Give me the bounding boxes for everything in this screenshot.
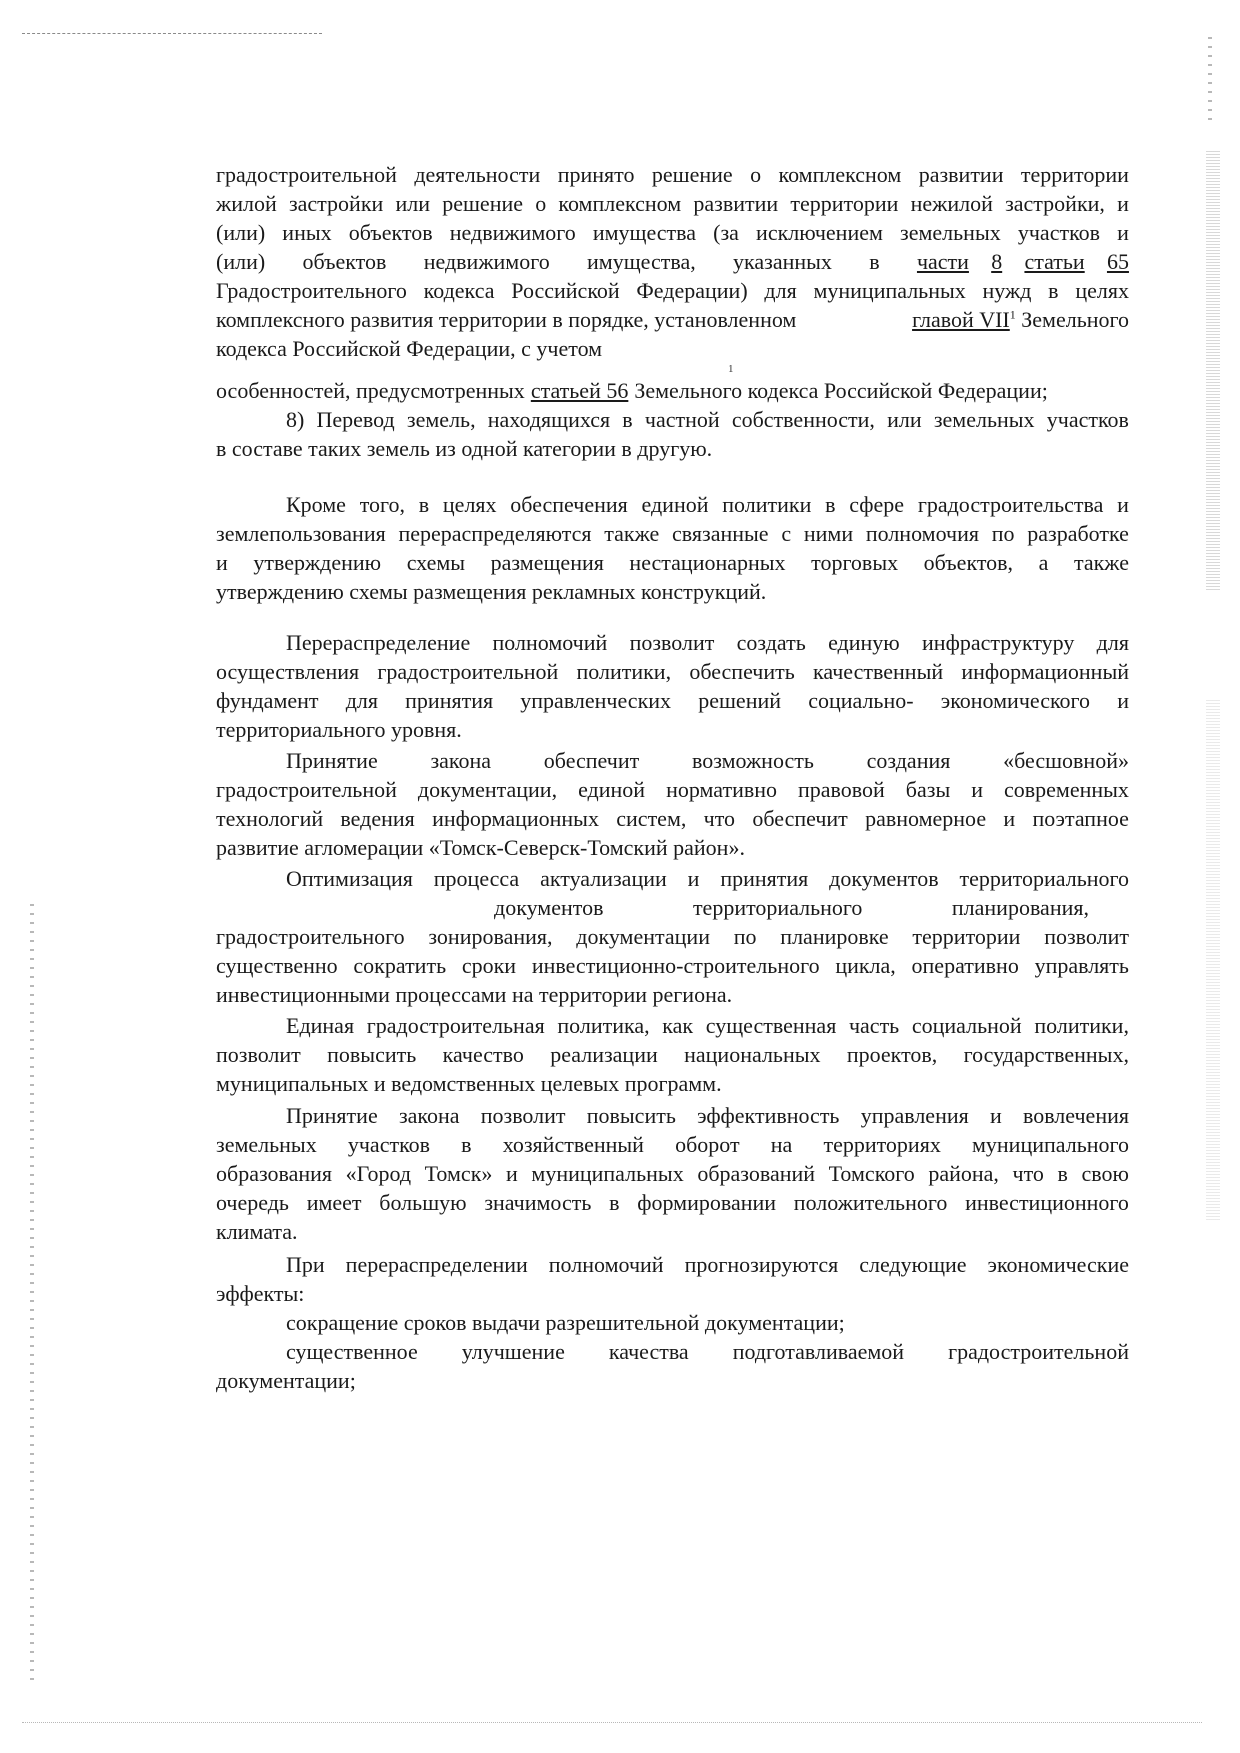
- text-block-2: [216, 376, 1129, 463]
- word: и: [1117, 688, 1129, 713]
- word: имущества: [592, 220, 697, 245]
- word: При: [286, 1252, 325, 1277]
- word: государственных,: [963, 1042, 1129, 1067]
- word: и: [971, 777, 983, 802]
- word: (или): [216, 249, 266, 274]
- word: землепользования: [216, 521, 386, 546]
- list-item: [216, 1337, 1129, 1366]
- word: Принятие: [286, 1103, 378, 1128]
- word: нужд: [982, 278, 1032, 303]
- word: иных: [282, 220, 332, 245]
- word: Перераспределение: [286, 630, 471, 655]
- word: Федерации): [636, 278, 748, 303]
- word: 65: [1106, 249, 1129, 274]
- word: процесса: [433, 866, 520, 891]
- word: что: [1012, 1161, 1044, 1186]
- word: политика,: [557, 1013, 650, 1038]
- text-line: [216, 1250, 1129, 1279]
- word: 8: [991, 249, 1003, 274]
- paragraph-6: [216, 1101, 1129, 1246]
- text-line: [216, 548, 1129, 577]
- text-line-part: Земельного: [1021, 307, 1129, 332]
- word: решение: [442, 191, 523, 216]
- word: обеспечит: [543, 748, 640, 773]
- word: недвижимого: [423, 249, 550, 274]
- word: в: [825, 492, 836, 517]
- scan-artifact-top-line: [22, 33, 322, 34]
- text-line-part: [912, 305, 1129, 334]
- word: формировании: [637, 1190, 777, 1215]
- paragraph-5: [216, 1011, 1129, 1098]
- word: в: [1057, 1161, 1068, 1186]
- word: социальной: [911, 1013, 1022, 1038]
- text-line-part: Земельного кодекса Российской Федерации;: [634, 378, 1048, 403]
- word: Кроме: [286, 492, 346, 517]
- word: следующие: [859, 1252, 967, 1277]
- text-line-part: эффекты:: [216, 1281, 305, 1306]
- word: сфере: [849, 492, 905, 517]
- word: полномочий: [492, 630, 608, 655]
- text-line-part: утверждению схемы размещения рекламных конструкций.: [216, 579, 767, 604]
- word: о: [535, 191, 547, 216]
- word: создать: [736, 630, 806, 655]
- word: ведения: [340, 806, 415, 831]
- word: информационных: [432, 806, 599, 831]
- word: и: [1003, 806, 1016, 831]
- word: связанные: [672, 521, 769, 546]
- text-line: [216, 405, 1129, 434]
- text-line-with-link: [216, 247, 1129, 276]
- word: поэтапное: [1032, 806, 1129, 831]
- word: образований: [697, 1161, 816, 1186]
- word: деятельности: [414, 162, 541, 187]
- text-line: [216, 1130, 1129, 1159]
- word: также: [1073, 550, 1129, 575]
- word: территориального: [692, 895, 863, 920]
- word: актуализации: [540, 866, 667, 891]
- word: в: [418, 492, 430, 517]
- word: решений: [698, 688, 782, 713]
- text-line: [216, 1069, 1129, 1098]
- word: технологий: [216, 806, 324, 831]
- word: повысить: [586, 1103, 676, 1128]
- text-line: [216, 519, 1129, 548]
- word: принятия: [720, 866, 809, 891]
- text-line: [216, 434, 1129, 463]
- text-line-part: комплексного развития территории в порядке, установленном: [216, 307, 797, 332]
- word: существенная: [705, 1013, 837, 1038]
- word: инвестиционно-строительного: [531, 953, 820, 978]
- word: утверждению: [253, 550, 382, 575]
- text-line: [216, 334, 1129, 363]
- word: а: [1038, 550, 1049, 575]
- word: существенно: [216, 953, 338, 978]
- word: территории: [912, 924, 1021, 949]
- article-reference-link[interactable]: [917, 247, 1129, 276]
- word: и: [506, 1161, 518, 1186]
- word: проектов,: [846, 1042, 938, 1067]
- text-line: [216, 775, 1129, 804]
- scan-artifact-bottom-line: [22, 1722, 1202, 1723]
- paragraph-4: [216, 864, 1129, 1009]
- text-line: [216, 804, 1129, 833]
- word: в: [1048, 278, 1059, 303]
- word: сократить: [353, 953, 447, 978]
- word: равномерное: [865, 806, 987, 831]
- word: градостроительной: [377, 659, 559, 684]
- superscript: 1: [1009, 307, 1016, 322]
- word: единой: [578, 777, 646, 802]
- word: ними: [803, 521, 854, 546]
- paragraph-7: [216, 1250, 1129, 1395]
- text-line-part: развитие агломерации «Томск-Северск-Томский район».: [216, 835, 745, 860]
- word: значимость: [484, 1190, 592, 1215]
- word: правовой: [798, 777, 885, 802]
- article-link[interactable]: статьей 56: [530, 378, 629, 403]
- word: и: [216, 550, 228, 575]
- text-line: [216, 1040, 1129, 1069]
- word: управлять: [1034, 953, 1129, 978]
- word: (или): [216, 220, 266, 245]
- word: принятия: [405, 688, 494, 713]
- word: полномочий: [548, 1252, 664, 1277]
- word: с: [781, 521, 792, 546]
- word: решение: [651, 162, 733, 187]
- word: или: [887, 407, 922, 432]
- text-line-part: сокращение сроков выдачи разрешительной документации;: [286, 1310, 845, 1335]
- word: застройки: [288, 191, 384, 216]
- word: земельных: [933, 407, 1035, 432]
- word: муниципального: [971, 1132, 1129, 1157]
- word: комплексном: [778, 162, 902, 187]
- word: обеспечит: [752, 806, 848, 831]
- word: территориях: [823, 1132, 941, 1157]
- word: также: [604, 521, 660, 546]
- word: статьи: [1024, 249, 1085, 274]
- word: в: [609, 1190, 620, 1215]
- word: управления: [860, 1103, 969, 1128]
- list-item: [216, 1308, 1129, 1337]
- word: района,: [928, 1161, 999, 1186]
- word: застройки,: [1005, 191, 1105, 216]
- word: как: [662, 1013, 694, 1038]
- word: 8): [286, 407, 305, 432]
- word: инфраструктуру: [922, 630, 1075, 655]
- word: Принятие: [286, 748, 378, 773]
- word: современных: [1003, 777, 1129, 802]
- word: «бесшовной»: [1003, 748, 1129, 773]
- word: размещения: [490, 550, 604, 575]
- word: образования: [216, 1161, 333, 1186]
- word: информационный: [961, 659, 1129, 684]
- word: развитии: [918, 162, 1004, 187]
- word: и: [1117, 191, 1129, 216]
- word: перераспределяются: [398, 521, 592, 546]
- text-line: [216, 1101, 1129, 1130]
- word: земельных: [216, 1132, 317, 1157]
- word: для: [764, 278, 797, 303]
- word: существенное: [286, 1339, 418, 1364]
- word: муниципальных: [531, 1161, 684, 1186]
- text-line: [216, 276, 1129, 305]
- word: документов: [829, 866, 939, 891]
- word: и: [989, 1103, 1002, 1128]
- word: сроки: [461, 953, 517, 978]
- word: Российской: [511, 278, 620, 303]
- word: политики,: [576, 659, 672, 684]
- text-line: [216, 1011, 1129, 1040]
- text-line: [216, 218, 1129, 247]
- word: политики: [722, 492, 812, 517]
- word: Единая: [286, 1013, 355, 1038]
- word: в: [622, 407, 633, 432]
- word: целях: [1075, 278, 1129, 303]
- word: фундамент: [216, 688, 319, 713]
- text-line: [216, 160, 1129, 189]
- word: позволит: [1044, 924, 1129, 949]
- paragraph-1: [216, 490, 1129, 606]
- word: схемы: [406, 550, 466, 575]
- word: закона: [430, 748, 492, 773]
- word: принято: [557, 162, 635, 187]
- word: социально-: [808, 688, 914, 713]
- word: разработке: [1027, 521, 1129, 546]
- word: полномочия: [865, 521, 979, 546]
- word: градостроительной: [948, 1339, 1129, 1364]
- word: имеет: [306, 1190, 362, 1215]
- chapter-link[interactable]: главой VII: [912, 307, 1010, 332]
- word: нежилой: [910, 191, 993, 216]
- text-line-part: климата.: [216, 1219, 298, 1244]
- word: хозяйственный: [502, 1132, 644, 1157]
- word: частной: [644, 407, 720, 432]
- word: (за: [713, 220, 739, 245]
- text-line: [216, 980, 1129, 1009]
- word: планировке: [780, 924, 889, 949]
- text-line-part: муниципальных и ведомственных целевых программ.: [216, 1071, 722, 1096]
- word: «Город: [345, 1161, 412, 1186]
- word: территориального: [959, 866, 1129, 891]
- word: по: [991, 521, 1015, 546]
- word: осуществления: [216, 659, 360, 684]
- word: повысить: [327, 1042, 417, 1067]
- word: части: [916, 249, 969, 274]
- word: градостроительной: [216, 777, 397, 802]
- word: возможность: [691, 748, 814, 773]
- word: эффективность: [697, 1103, 840, 1128]
- text-line: [216, 1217, 1129, 1246]
- word: и: [687, 866, 700, 891]
- word: Томского: [828, 1161, 915, 1186]
- word: позволит: [216, 1042, 301, 1067]
- text-line: [216, 833, 1129, 862]
- word: находящихся: [487, 407, 611, 432]
- word: создания: [866, 748, 951, 773]
- word: для: [345, 688, 378, 713]
- word: документации: [576, 924, 710, 949]
- word: Томск»: [424, 1161, 493, 1186]
- word: зонирования,: [428, 924, 553, 949]
- word: территории: [1020, 162, 1129, 187]
- word: оперативно: [911, 953, 1019, 978]
- word: управленческих: [520, 688, 672, 713]
- paragraph-2: [216, 628, 1129, 744]
- word: свою: [1081, 1161, 1129, 1186]
- word: Градостроительного: [216, 278, 407, 303]
- text-line-part: особенностей, предусмотренных: [216, 378, 525, 403]
- word: экономического: [940, 688, 1091, 713]
- text-line: [216, 1188, 1129, 1217]
- text-line-part: в составе таких земель из одной категории в другую.: [216, 436, 713, 461]
- word: закона: [398, 1103, 460, 1128]
- word: качества: [608, 1339, 689, 1364]
- text-line: [216, 746, 1129, 775]
- word: базы: [905, 777, 951, 802]
- word: позволит: [480, 1103, 566, 1128]
- word: исключением: [756, 220, 883, 245]
- word: в: [461, 1132, 472, 1157]
- word: имущества,: [587, 249, 696, 274]
- word: инвестиционного: [965, 1190, 1129, 1215]
- word: Перевод: [316, 407, 395, 432]
- text-line-part: инвестиционными процессами на территории региона.: [216, 982, 733, 1007]
- text-line: [216, 628, 1129, 657]
- word: торговых: [811, 550, 899, 575]
- word: объектов: [348, 220, 433, 245]
- word: единой: [641, 492, 709, 517]
- word: земель,: [406, 407, 476, 432]
- word: планирования,: [951, 895, 1089, 920]
- word: оборот: [675, 1132, 740, 1157]
- word: участков: [1017, 220, 1101, 245]
- word: в: [869, 249, 880, 274]
- word: по: [733, 924, 757, 949]
- text-block-1: [216, 160, 1129, 363]
- word: градостроительная: [366, 1013, 545, 1038]
- word: очередь: [216, 1190, 289, 1215]
- word: прогнозируются: [684, 1252, 839, 1277]
- word: на: [770, 1132, 793, 1157]
- word: участков: [1046, 407, 1129, 432]
- paragraph-3: [216, 746, 1129, 862]
- scan-artifact-right-dots: [1208, 30, 1212, 120]
- word: обеспечения: [510, 492, 628, 517]
- text-line-part: кодекса Российской Федерации, с учетом: [216, 336, 603, 361]
- word: объектов: [302, 249, 387, 274]
- text-line: [216, 922, 1129, 951]
- word: систем,: [616, 806, 687, 831]
- word: кодекса: [423, 278, 495, 303]
- text-line: [216, 577, 1129, 606]
- word: жилой: [216, 191, 277, 216]
- word: недвижимого: [449, 220, 576, 245]
- word: целях: [442, 492, 497, 517]
- word: развитии: [693, 191, 779, 216]
- word: муниципальных: [813, 278, 966, 303]
- word: цикла,: [835, 953, 896, 978]
- word: земельных: [900, 220, 1001, 245]
- word: территории: [790, 191, 899, 216]
- word: участков: [347, 1132, 431, 1157]
- word: политики,: [1034, 1013, 1129, 1038]
- word: часть: [848, 1013, 900, 1038]
- text-line: [216, 893, 1129, 922]
- text-line: [216, 1279, 1129, 1308]
- text-line: [216, 951, 1129, 980]
- word: градостроительного: [216, 924, 405, 949]
- word: документов: [494, 895, 604, 920]
- word: о: [750, 162, 762, 187]
- word: национальных: [684, 1042, 821, 1067]
- scan-artifact-right-edge-lower: [1206, 700, 1220, 1220]
- word: градостроительства: [917, 492, 1104, 517]
- word: нормативно: [666, 777, 778, 802]
- word: для: [1096, 630, 1129, 655]
- word: и: [1117, 492, 1129, 517]
- word: или: [395, 191, 431, 216]
- word: того,: [359, 492, 406, 517]
- word: положительного: [793, 1190, 948, 1215]
- word: объектов,: [923, 550, 1014, 575]
- word: обеспечить: [689, 659, 795, 684]
- scan-artifact-right-edge: [1206, 150, 1220, 590]
- text-line: [216, 686, 1129, 715]
- scan-artifact-left-edge: [30, 900, 34, 1680]
- word: большую: [379, 1190, 467, 1215]
- text-line: [216, 715, 1129, 744]
- word: комплексном: [558, 191, 682, 216]
- word: документации,: [417, 777, 558, 802]
- text-line: [216, 1159, 1129, 1188]
- word: собственности,: [731, 407, 875, 432]
- word: реализации: [550, 1042, 658, 1067]
- word: и: [1117, 220, 1129, 245]
- word: что: [703, 806, 736, 831]
- word: нестационарных: [629, 550, 786, 575]
- word: экономические: [987, 1252, 1129, 1277]
- word: перераспределении: [345, 1252, 528, 1277]
- text-line-part: территориального уровня.: [216, 717, 462, 742]
- text-line: [216, 864, 1129, 893]
- text-line: [216, 189, 1129, 218]
- word: Оптимизация: [286, 866, 413, 891]
- word: подготавливаемой: [732, 1339, 905, 1364]
- word: указанных: [733, 249, 832, 274]
- word: вовлечения: [1022, 1103, 1129, 1128]
- word: улучшение: [461, 1339, 565, 1364]
- text-line: [216, 657, 1129, 686]
- text-line-with-link: [216, 376, 1129, 405]
- word: единую: [828, 630, 900, 655]
- footnote-mark: 1: [728, 363, 734, 375]
- text-line: [216, 1366, 1129, 1395]
- word: градостроительной: [216, 162, 397, 187]
- text-line-with-link: [216, 305, 1129, 334]
- word: качественный: [813, 659, 944, 684]
- word: качество: [442, 1042, 524, 1067]
- word: позволит: [629, 630, 715, 655]
- text-line: [216, 490, 1129, 519]
- text-line-part: документации;: [216, 1368, 356, 1393]
